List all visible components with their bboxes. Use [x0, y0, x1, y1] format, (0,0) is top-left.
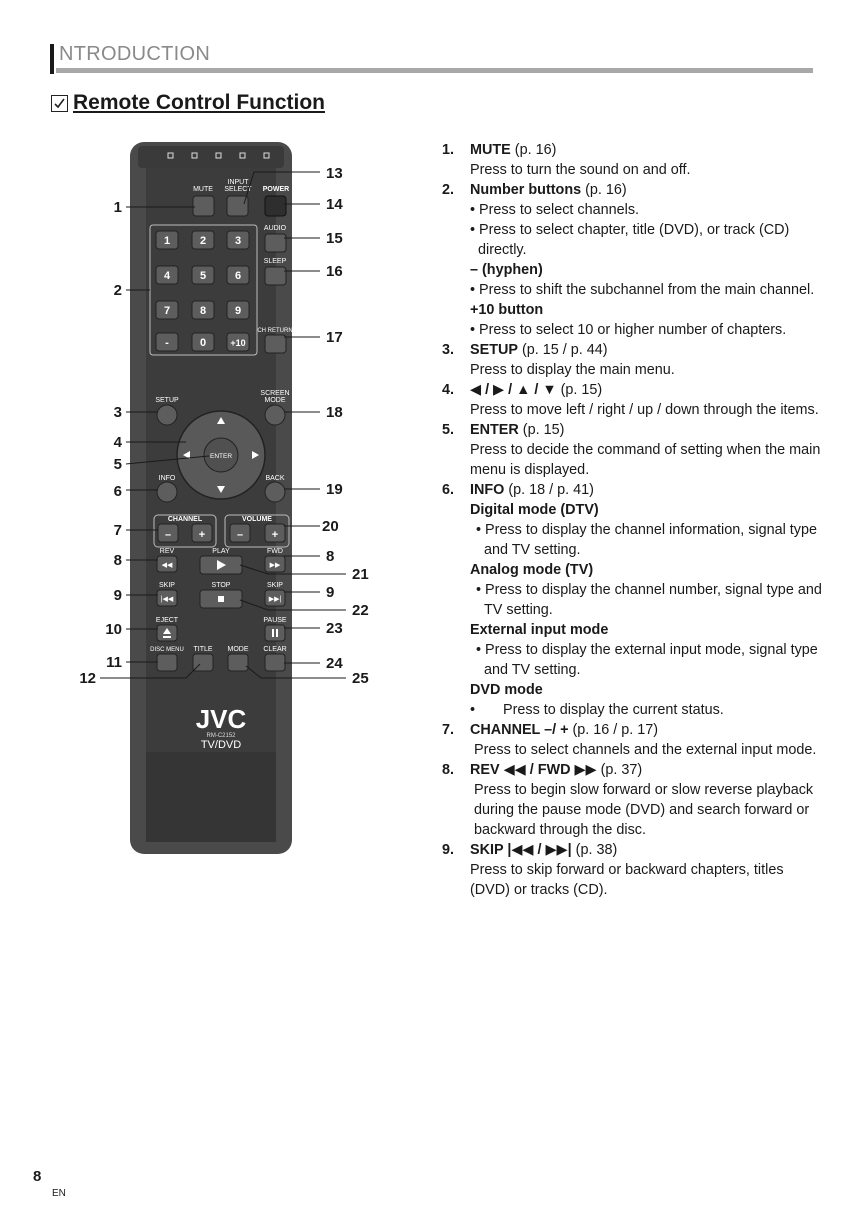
callout-number: 9 [326, 584, 335, 601]
callout-number: 5 [113, 456, 122, 473]
number-key-label: 5 [199, 270, 207, 282]
item-name: MUTE [470, 142, 511, 158]
ch-return-button[interactable] [265, 335, 286, 353]
header-title: NTRODUCTION [59, 43, 211, 65]
header-rule [56, 68, 813, 73]
page-ref: (p. 15) [518, 422, 565, 438]
page-ref: (p. 18 / p. 41) [504, 482, 594, 498]
clear-label: CLEAR [263, 646, 287, 653]
list-item-mute [442, 140, 822, 180]
list-item-channel [442, 720, 822, 760]
fwd-label: FWD [267, 548, 283, 555]
setup-button[interactable] [157, 405, 177, 425]
number-key-label: 1 [163, 235, 171, 247]
item-number: 7. [442, 722, 455, 738]
list-item-info [442, 480, 822, 720]
skip-fwd-icon: ▶▶| [268, 596, 282, 603]
item-number: 2. [442, 182, 455, 198]
item-name: REV ◀◀ / FWD ▶▶ [470, 762, 597, 778]
item-number: 4. [442, 382, 455, 398]
mute-label: MUTE [193, 186, 213, 193]
number-key-label: 6 [234, 270, 242, 282]
item-name: Number buttons [470, 182, 582, 198]
item-text: Press to display the main menu. [470, 362, 675, 378]
channel-label: CHANNEL [167, 516, 203, 523]
stop-label: STOP [211, 582, 231, 589]
list-item-setup [442, 340, 822, 380]
mute-button[interactable] [193, 196, 214, 216]
page-ref: (p. 38) [571, 842, 618, 858]
subheading: – (hyphen) [470, 262, 543, 278]
remote-type: TV/DVD [200, 739, 242, 751]
skip-back-icon: |◀◀ [160, 596, 174, 603]
page-number: 8 [33, 1168, 42, 1185]
skip-fwd-label: SKIP [267, 582, 283, 589]
channel-plus-glyph: + [198, 529, 206, 541]
number-key-label: 7 [163, 305, 171, 317]
page-ref: (p. 15) [556, 382, 603, 398]
bullet-text: • Press to display the channel information, signal type and TV setting. [476, 522, 818, 558]
model-number: RM-C2152 [206, 733, 236, 739]
list-item-enter [442, 420, 822, 480]
item-name: ◀ / ▶ / ▲ / ▼ [470, 382, 557, 398]
channel-minus-glyph: – [164, 529, 172, 541]
sleep-button[interactable] [265, 267, 286, 285]
disc-menu-label: DISC MENU [150, 647, 184, 653]
number-key-label: 2 [199, 235, 207, 247]
list-item-arrows [442, 380, 822, 420]
callout-number: 21 [352, 566, 369, 583]
bullet-text: • Press to display the channel number, signal type and TV setting. [476, 582, 822, 618]
item-name: SETUP [470, 342, 518, 358]
page-ref: (p. 16) [510, 142, 557, 158]
list-item-number-buttons [442, 180, 822, 340]
skip-back-label: SKIP [159, 582, 175, 589]
callout-number: 8 [113, 552, 122, 569]
rev-icon: ◀◀ [161, 562, 173, 569]
item-name: SKIP |◀◀ / ▶▶| [470, 842, 572, 858]
bullet-text: • Press to select chapter, title (DVD), or track (CD) directly. [470, 222, 790, 258]
ch-return-label: CH RETURN [257, 328, 293, 334]
power-label: POWER [262, 186, 290, 193]
callout-number: 1 [113, 199, 122, 216]
header-accent-bar [50, 44, 54, 74]
item-name: INFO [470, 482, 505, 498]
ir-window [138, 146, 284, 168]
page-ref: (p. 37) [596, 762, 643, 778]
callout-number: 24 [326, 655, 343, 672]
callout-number: 23 [326, 620, 343, 637]
subheading: +10 button [470, 302, 544, 318]
callout-number: 7 [113, 522, 122, 539]
callout-number: 9 [113, 587, 122, 604]
callout-number: 2 [113, 282, 122, 299]
mode-label: MODE [227, 646, 249, 653]
item-number: 3. [442, 342, 455, 358]
audio-button[interactable] [265, 234, 286, 252]
number-key-label: +10 [230, 338, 246, 348]
callout-number: 6 [113, 483, 122, 500]
function-descriptions [442, 140, 822, 900]
fwd-icon: ▶▶ [269, 562, 281, 569]
page-ref: (p. 16) [581, 182, 627, 198]
item-text: Press to move left / right / up / down through the items. [470, 402, 819, 418]
volume-plus-glyph: + [271, 529, 279, 541]
enter-label: ENTER [209, 453, 233, 460]
bullet-text: • Press to select channels. [470, 202, 640, 218]
language-code: EN [52, 1188, 66, 1199]
rev-label: REV [159, 548, 175, 555]
item-name: CHANNEL –/ + [470, 722, 569, 738]
eject-label: EJECT [155, 617, 179, 624]
item-text: Press to turn the sound on and off. [470, 162, 691, 178]
pause-button[interactable] [265, 625, 285, 641]
setup-label: SETUP [155, 397, 179, 404]
power-button[interactable] [265, 196, 286, 216]
screen-mode-button[interactable] [265, 405, 285, 425]
number-key-label: 0 [199, 337, 207, 349]
mode-button[interactable] [228, 654, 248, 671]
subheading: DVD mode [470, 682, 543, 698]
battery-cover [146, 752, 276, 842]
subheading: External input mode [470, 622, 609, 638]
callout-number: 12 [79, 670, 96, 687]
volume-label: VOLUME [242, 516, 272, 523]
item-text: Press to skip forward or backward chapters, titles (DVD) or tracks (CD). [470, 862, 784, 898]
callout-number: 19 [326, 481, 343, 498]
item-number: 9. [442, 842, 455, 858]
title-label: TITLE [193, 646, 213, 653]
callout-number: 16 [326, 263, 343, 280]
back-button[interactable] [265, 482, 285, 502]
remote-illustration [76, 140, 376, 860]
volume-minus-glyph: – [236, 529, 244, 541]
subheading: Digital mode (DTV) [470, 502, 599, 518]
screen-mode-label-1: SCREEN [260, 390, 290, 397]
item-text: Press to decide the command of setting when the main menu is displayed. [470, 442, 821, 478]
page-ref: (p. 16 / p. 17) [568, 722, 659, 738]
callout-number: 4 [113, 434, 122, 451]
callout-number: 10 [105, 621, 122, 638]
item-number: 1. [442, 142, 455, 158]
number-key-label: 9 [234, 305, 242, 317]
sleep-label: SLEEP [263, 258, 287, 265]
number-key-label: - [165, 337, 169, 349]
callout-number: 22 [352, 602, 369, 619]
bullet-text: • Press to display the external input mode, signal type and TV setting. [476, 642, 818, 678]
item-text: Press to select channels and the external input mode. [474, 742, 817, 758]
callout-number: 20 [322, 518, 339, 535]
info-label: INFO [158, 475, 176, 482]
brand-logo: JVC [195, 704, 247, 734]
item-number: 8. [442, 762, 455, 778]
input-label-2: SELECT [224, 186, 252, 193]
callout-number: 3 [113, 404, 122, 421]
number-key-label: 3 [234, 235, 242, 247]
callout-number: 8 [326, 548, 335, 565]
callout-number: 14 [326, 196, 343, 213]
clear-button[interactable] [265, 654, 285, 671]
stop-icon [218, 596, 224, 602]
number-key-label: 4 [163, 270, 171, 282]
section-title: Remote Control Function [73, 91, 325, 114]
item-number: 5. [442, 422, 455, 438]
info-button[interactable] [157, 482, 177, 502]
callout-number: 17 [326, 329, 343, 346]
list-item-rev-fwd [442, 760, 822, 840]
screen-mode-label-2: MODE [264, 397, 286, 404]
callout-number: 18 [326, 404, 343, 421]
page-ref: (p. 15 / p. 44) [517, 342, 608, 358]
subheading: Analog mode (TV) [470, 562, 594, 578]
callout-number: 13 [326, 165, 343, 182]
disc-menu-button[interactable] [157, 654, 177, 671]
list-item-skip [442, 840, 822, 900]
bullet-text: • Press to shift the subchannel from the main channel. [470, 282, 815, 298]
item-name: ENTER [470, 422, 519, 438]
input-label-1: INPUT [227, 179, 249, 186]
audio-label: AUDIO [263, 225, 287, 232]
bullet-text: • Press to select 10 or higher number of chapters. [470, 322, 787, 338]
item-text: Press to begin slow forward or slow reverse playback during the pause mode (DVD) and search forward or backward through the disc. [474, 782, 814, 838]
checkbox-icon [51, 95, 68, 112]
play-label: PLAY [212, 548, 230, 555]
input-select-button[interactable] [227, 196, 248, 216]
bullet-text: • Press to display the current status. [470, 702, 724, 718]
callout-number: 15 [326, 230, 343, 247]
callout-number: 11 [106, 654, 122, 671]
number-key-label: 8 [199, 305, 207, 317]
pause-label: PAUSE [263, 617, 287, 624]
item-number: 6. [442, 482, 455, 498]
back-label: BACK [265, 475, 285, 482]
callout-number: 25 [352, 670, 369, 687]
remote-svg [76, 140, 376, 860]
